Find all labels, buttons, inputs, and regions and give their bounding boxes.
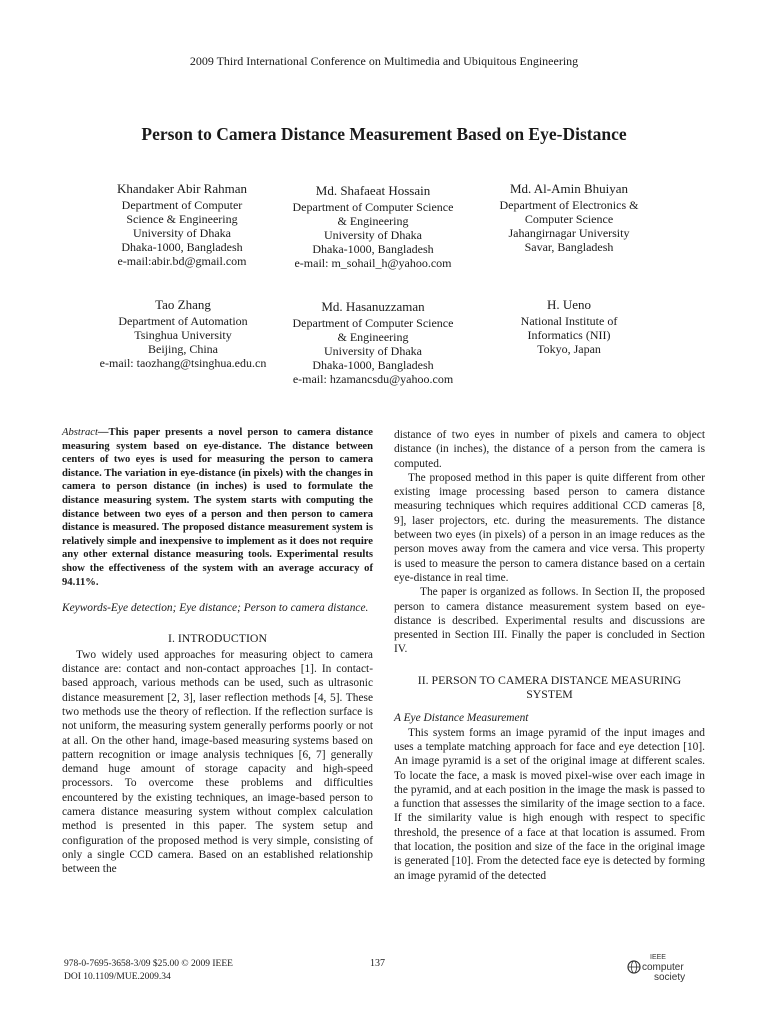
author-email: e-mail:abir.bd@gmail.com	[117, 254, 247, 268]
author-affiliation-line: Science & Engineering	[126, 212, 238, 226]
author-affiliation-line: Computer Science	[524, 212, 614, 226]
right-column	[394, 428, 705, 883]
author-affiliation-line: Department of Computer Science	[292, 316, 454, 330]
author-affiliation-line: Informatics (NII)	[527, 328, 611, 342]
author-affiliation-line: University of Dhaka	[324, 228, 422, 242]
author-affiliation-line: Jahangirnagar University	[508, 226, 630, 240]
paragraph: The proposed method in this paper is quite different from other existing image processing based person to camera distance measuring techniques which requires additional CCD cameras [8, 9], laser projectors, etc. during the measurements. The distance between two eyes (in pixels) of a person in an image reduces as the person moves away from the camera and vice versa. This property is used to measure the person to camera distance based on a certain eye-distance in real time.	[394, 471, 705, 584]
author-block	[278, 298, 468, 386]
author-affiliation-line: Department of Computer	[121, 198, 243, 212]
author-name: Md. Al-Amin Bhuiyan	[509, 181, 629, 196]
ieee-computer-society-logo	[626, 950, 706, 984]
author-block	[474, 180, 664, 254]
author-affiliation-line: University of Dhaka	[324, 344, 422, 358]
author-name: Md. Hasanuzzaman	[321, 299, 425, 314]
author-name: Md. Shafaeat Hossain	[315, 183, 431, 198]
subsection-heading: A Eye Distance Measurement	[394, 712, 529, 725]
author-name: Khandaker Abir Rahman	[117, 181, 247, 196]
page-number: 137	[370, 958, 385, 969]
globe-icon	[628, 961, 640, 973]
author-block	[474, 296, 664, 356]
author-name: H. Ueno	[546, 297, 592, 312]
logo-text-computer: computer	[642, 962, 684, 973]
author-affiliation-line: Tokyo, Japan	[537, 342, 601, 356]
author-affiliation-line: Dhaka-1000, Bangladesh	[312, 358, 434, 372]
author-affiliation-line: Department of Computer Science	[292, 200, 454, 214]
author-email: e-mail: m_sohail_h@yahoo.com	[294, 256, 452, 270]
logo-text-society: society	[654, 972, 686, 983]
left-column	[62, 426, 373, 876]
author-email: e-mail: taozhang@tsinghua.edu.cn	[99, 356, 267, 370]
author-block	[86, 296, 280, 370]
section-heading: II. PERSON TO CAMERA DISTANCE MEASURING SYSTEM	[417, 672, 682, 702]
conference-header: 2009 Third International Conference on Multimedia and Ubiquitous Engineering	[189, 54, 579, 68]
footer-copyright	[64, 958, 233, 984]
abstract-text: —This paper presents a novel person to camera distance measuring system based on eye-distance. The distance between centers of two eyes is used for measuring the person to camera distance. The variation in eye-distance (in pixels) with the changes in camera to person distance (in inches) is used to formulate the distance measuring system. The system starts with computing the distance between two eyes of a person and then person to camera distance is measured. The proposed distance measurement system is relatively simple and inexpensive to implement as it does not require any other external distance measuring tools. Experimental results show the effectiveness of the system with an average accuracy of 94.11%.	[62, 427, 373, 588]
author-affiliation-line: University of Dhaka	[133, 226, 231, 240]
section-heading: I. INTRODUCTION	[168, 631, 267, 646]
author-block	[88, 180, 276, 268]
author-affiliation-line: Beijing, China	[148, 342, 218, 356]
paragraph: distance of two eyes in number of pixels and camera to object distance (in inches), the distance of a person from the camera is computed.	[394, 429, 705, 470]
author-name: Tao Zhang	[155, 297, 211, 312]
abstract-label: Abstract	[62, 427, 98, 438]
author-affiliation-line: Savar, Bangladesh	[524, 240, 614, 254]
keywords: Keywords-Eye detection; Eye distance; Person to camera distance.	[62, 602, 369, 615]
footer-isbn: 978-0-7695-3658-3/09 $25.00 © 2009 IEEE	[64, 959, 233, 969]
paragraph: The paper is organized as follows. In Section II, the proposed person to camera distance measurement system based on eye-distance is described. Experimental results and discussions are presented in Section III. Finally the paper is concluded in Section IV.	[394, 586, 705, 656]
author-block	[278, 182, 468, 270]
abstract	[62, 426, 373, 589]
author-affiliation-line: National Institute of	[520, 314, 618, 328]
author-affiliation-line: Tsinghua University	[134, 328, 232, 342]
author-affiliation-line: Dhaka-1000, Bangladesh	[312, 242, 434, 256]
paper-title: Person to Camera Distance Measurement Based on Eye-Distance	[141, 124, 627, 144]
author-affiliation-line: Department of Electronics &	[499, 198, 639, 212]
author-affiliation-line: Dhaka-1000, Bangladesh	[121, 240, 243, 254]
logo-text-ieee: IEEE	[650, 954, 666, 961]
author-affiliation-line: Department of Automation	[118, 314, 248, 328]
footer-doi: DOI 10.1109/MUE.2009.34	[64, 972, 171, 982]
paragraph: Two widely used approaches for measuring object to camera distance are: contact and non-contact approaches [1]. In contact-based approach, various methods can be used, such as ultrasonic distance measurement [2, 3], laser reflection methods [4, 5]. These two methods use the theory of reflection. If the reflection surface is not uniform, the measuring system generally performs poorly or not at all. On the other hand, image-based measuring systems based on pattern recognition or image analysis techniques [6, 7] generally demand huge amount of storage capacity and high-speed processors. To overcome these problems and difficulties encountered by the existing techniques, an image-based person to camera distance measuring system without complex calculation method is presented in this paper. The system setup and configuration of the proposed method is very simple, consisting of only a single CCD camera. Based on an established relationship between the	[62, 648, 373, 876]
author-affiliation-line: & Engineering	[337, 214, 409, 228]
author-email: e-mail: hzamancsdu@yahoo.com	[292, 372, 454, 386]
paragraph: This system forms an image pyramid of the input images and uses a template matching approach for face and eye detection [10]. An image pyramid is a set of the original image at different scales. To locate the face, a mask is moved pixel-wise over each image in the pyramid, and at each position in the image the mask is passed to a function that assesses the similarity of the image section to a face. If the similarity value is high enough with respect to specific threshold, the presence of a face at that location is assumed. From that location, the position and size of the face in the original image is generated [10]. From the detected face eye is detected by forming an image pyramid of the detected	[394, 726, 705, 882]
author-affiliation-line: & Engineering	[337, 330, 409, 344]
